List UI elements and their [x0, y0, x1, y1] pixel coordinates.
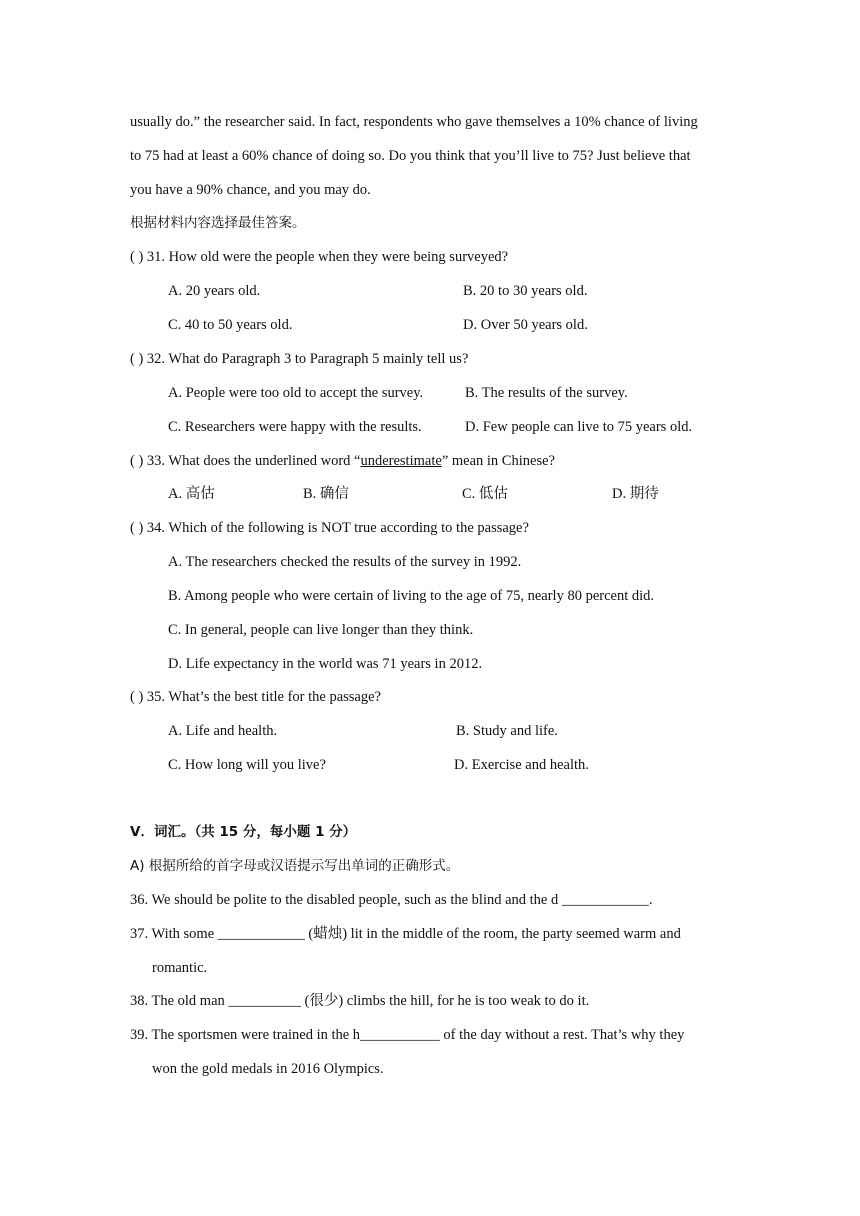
question-39-line-2: won the gold medals in 2016 Olympics. [152, 1061, 384, 1077]
q33-option-a [168, 485, 215, 503]
q35-option-d: D. Exercise and health. [454, 757, 589, 773]
q33-stem-post: ” mean in Chinese? [441, 453, 555, 469]
q35-option-a: A. Life and health. [168, 723, 278, 739]
q32-option-a: A. People were too old to accept the survey. [168, 385, 424, 401]
q33-option-a-text: A. 高估 [168, 486, 215, 502]
passage-line-3: you have a 90% chance, and you may do. [130, 182, 371, 198]
question-34-stem: ( ) 34. Which of the following is NOT true according to the passage? [130, 520, 529, 536]
q32-option-d: D. Few people can live to 75 years old. [465, 419, 693, 435]
question-37-line-2: romantic. [152, 960, 208, 976]
question-35-stem: ( ) 35. What’s the best title for the passage? [130, 689, 381, 705]
q33-stem-pre: ( ) 33. What does the underlined word “ [130, 453, 361, 469]
question-33-stem [130, 452, 555, 470]
q33-option-d [612, 485, 659, 503]
section-5-part-a: A) 根据所给的首字母或汉语提示写出单词的正确形式。 [130, 858, 460, 874]
q33-option-b-text: B. 确信 [303, 486, 349, 502]
q31-option-d: D. Over 50 years old. [463, 317, 588, 333]
question-36: 36. We should be polite to the disabled people, such as the blind and the d ____________. [130, 892, 653, 908]
q31-option-b: B. 20 to 30 years old. [463, 283, 588, 299]
q33-option-d-text: D. 期待 [612, 486, 659, 502]
q35-option-c: C. How long will you live? [168, 757, 326, 773]
q31-option-c: C. 40 to 50 years old. [168, 317, 293, 333]
question-39-line-1: 39. The sportsmen were trained in the h___________ of the day without a rest. That’s why they [130, 1027, 685, 1043]
q34-option-c: C. In general, people can live longer than they think. [168, 622, 474, 638]
instruction: 根据材料内容选择最佳答案。 [130, 215, 306, 231]
question-31-stem: ( ) 31. How old were the people when they were being surveyed? [130, 249, 509, 265]
question-37-line-1: 37. With some ____________ (蜡烛) lit in the middle of the room, the party seemed warm and [130, 926, 681, 942]
passage-line-2: to 75 had at least a 60% chance of doing so. Do you think that you’ll live to 75? Just believe that [130, 148, 691, 164]
section-5-heading: V．词汇。（共 15 分，每小题 1 分） [130, 824, 357, 840]
q33-option-c-text: C. 低估 [462, 486, 508, 502]
passage-line-1: usually do.” the researcher said. In fact, respondents who gave themselves a 10% chance of living [130, 114, 698, 130]
underlined-word: underestimate [360, 453, 442, 469]
q34-option-b: B. Among people who were certain of living to the age of 75, nearly 80 percent did. [168, 588, 655, 604]
q34-option-a: A. The researchers checked the results of the survey in 1992. [168, 554, 522, 570]
q33-option-c [462, 485, 508, 503]
q32-option-b: B. The results of the survey. [465, 385, 628, 401]
q32-option-c: C. Researchers were happy with the results. [168, 419, 422, 435]
question-32-stem: ( ) 32. What do Paragraph 3 to Paragraph 5 mainly tell us? [130, 351, 469, 367]
question-38: 38. The old man __________ (很少) climbs the hill, for he is too weak to do it. [130, 993, 590, 1009]
q35-option-b: B. Study and life. [456, 723, 558, 739]
q34-option-d: D. Life expectancy in the world was 71 years in 2012. [168, 656, 483, 672]
q33-option-b [303, 485, 349, 503]
q31-option-a: A. 20 years old. [168, 283, 261, 299]
